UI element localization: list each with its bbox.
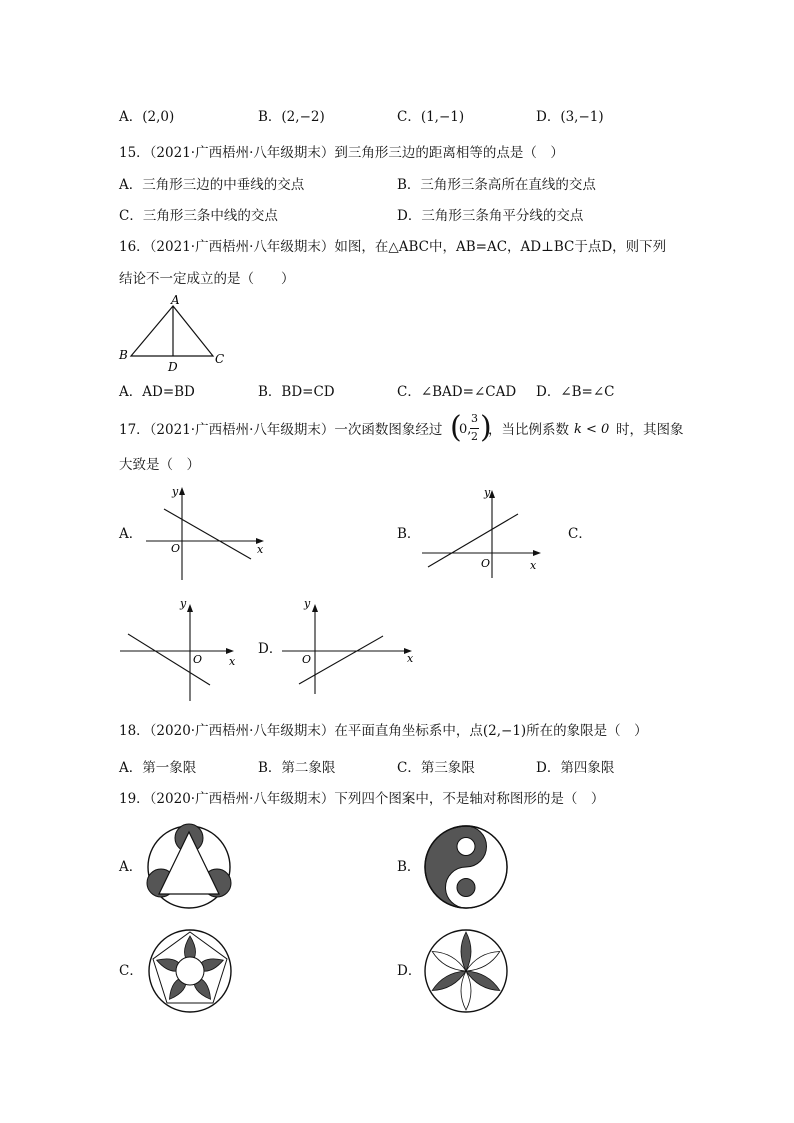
q17-point-zero: 0, [459,422,472,437]
q18-option-a: A．第一象限 [119,760,197,776]
label-c: C [215,352,225,366]
q16-stem-line1: 16．（2021·广西梧州·八年级期末）如图，在△ABC中，AB=AC，AD⊥BC于点D，则下列 [119,239,667,255]
label-a: A [171,293,180,307]
q17-option-a-label: A． [119,526,143,542]
q19-option-c-label: C． [119,963,143,979]
q17-point: ( 0, 3 2 ) [450,410,492,445]
label-b: B [119,348,128,362]
triangle-abc [131,306,213,356]
q16-option-c: C．∠BAD=∠CAD [397,384,517,400]
q19-pattern-d [421,926,511,1016]
q17-k-condition: k < 0 [574,422,610,437]
q17-graph-c [118,594,248,704]
svg-text:x: x [257,543,264,556]
q19-stem: 19．（2020·广西梧州·八年级期末）下列四个图案中，不是轴对称图形的是（ ） [119,791,605,807]
label-d: D [168,360,178,374]
svg-text:O: O [193,653,203,666]
q16-option-b: B．BD=CD [258,384,335,400]
q17-stem-part3: 时，其图象 [616,422,684,438]
svg-text:y: y [180,597,187,610]
graph-b-line [428,514,518,567]
svg-text:x: x [229,655,236,668]
q17-point-denominator: 2 [471,430,478,443]
q16-triangle-figure [115,293,245,376]
svg-text:O: O [171,542,181,555]
graph-d-line [299,636,383,684]
q17-graph-b [418,480,548,585]
q16-stem-line2: 结论不一定成立的是（ ） [119,271,295,287]
q18-option-b: B．第二象限 [258,760,336,776]
q14-option-a: A．(2,0) [119,109,175,125]
q15-option-d: D．三角形三条角平分线的交点 [397,208,584,224]
q16-option-d: D．∠B=∠C [536,384,615,400]
svg-text:y: y [304,597,311,610]
q18-stem: 18．（2020·广西梧州·八年级期末）在平面直角坐标系中，点(2,−1)所在的象限是（ ） [119,723,648,739]
q17-option-b-label: B． [397,526,421,542]
q18-option-c: C．第三象限 [397,760,475,776]
q19-pattern-a [144,822,234,912]
svg-text:O: O [302,653,312,666]
q19-pattern-c [145,926,235,1016]
q17-stem-part2: ，当比例系数 [488,422,569,438]
q19-option-b-label: B． [397,859,421,875]
q17-stem-line2: 大致是（ ） [119,457,200,473]
q14-option-b: B．(2,−2) [258,109,325,125]
svg-text:y: y [172,485,179,498]
q14-option-d: D．(3,−1) [536,109,604,125]
q15-stem: 15．（2021·广西梧州·八年级期末）到三角形三边的距离相等的点是（ ） [119,145,564,161]
q17-graph-a [140,480,275,585]
q17-stem-part1: 17．（2021·广西梧州·八年级期末）一次函数图象经过 [119,422,443,438]
svg-text:x: x [407,652,414,665]
svg-text:y: y [484,486,491,499]
svg-text:x: x [530,559,537,572]
q17-option-d-label: D． [258,641,283,657]
q15-option-c: C．三角形三条中线的交点 [119,208,278,224]
svg-text:O: O [481,557,491,570]
q14-option-c: C．(1,−1) [397,109,465,125]
q15-option-b: B．三角形三条高所在直线的交点 [397,177,596,193]
q15-option-a: A．三角形三边的中垂线的交点 [119,177,305,193]
q19-option-d-label: D． [397,963,422,979]
q17-point-numerator: 3 [471,412,478,425]
q18-option-d: D．第四象限 [536,760,615,776]
q17-option-c-label: C． [568,526,592,542]
q19-pattern-b [421,822,511,912]
q17-graph-d [280,594,420,704]
q19-option-a-label: A． [119,859,143,875]
q16-option-a: A．AD=BD [119,384,195,400]
